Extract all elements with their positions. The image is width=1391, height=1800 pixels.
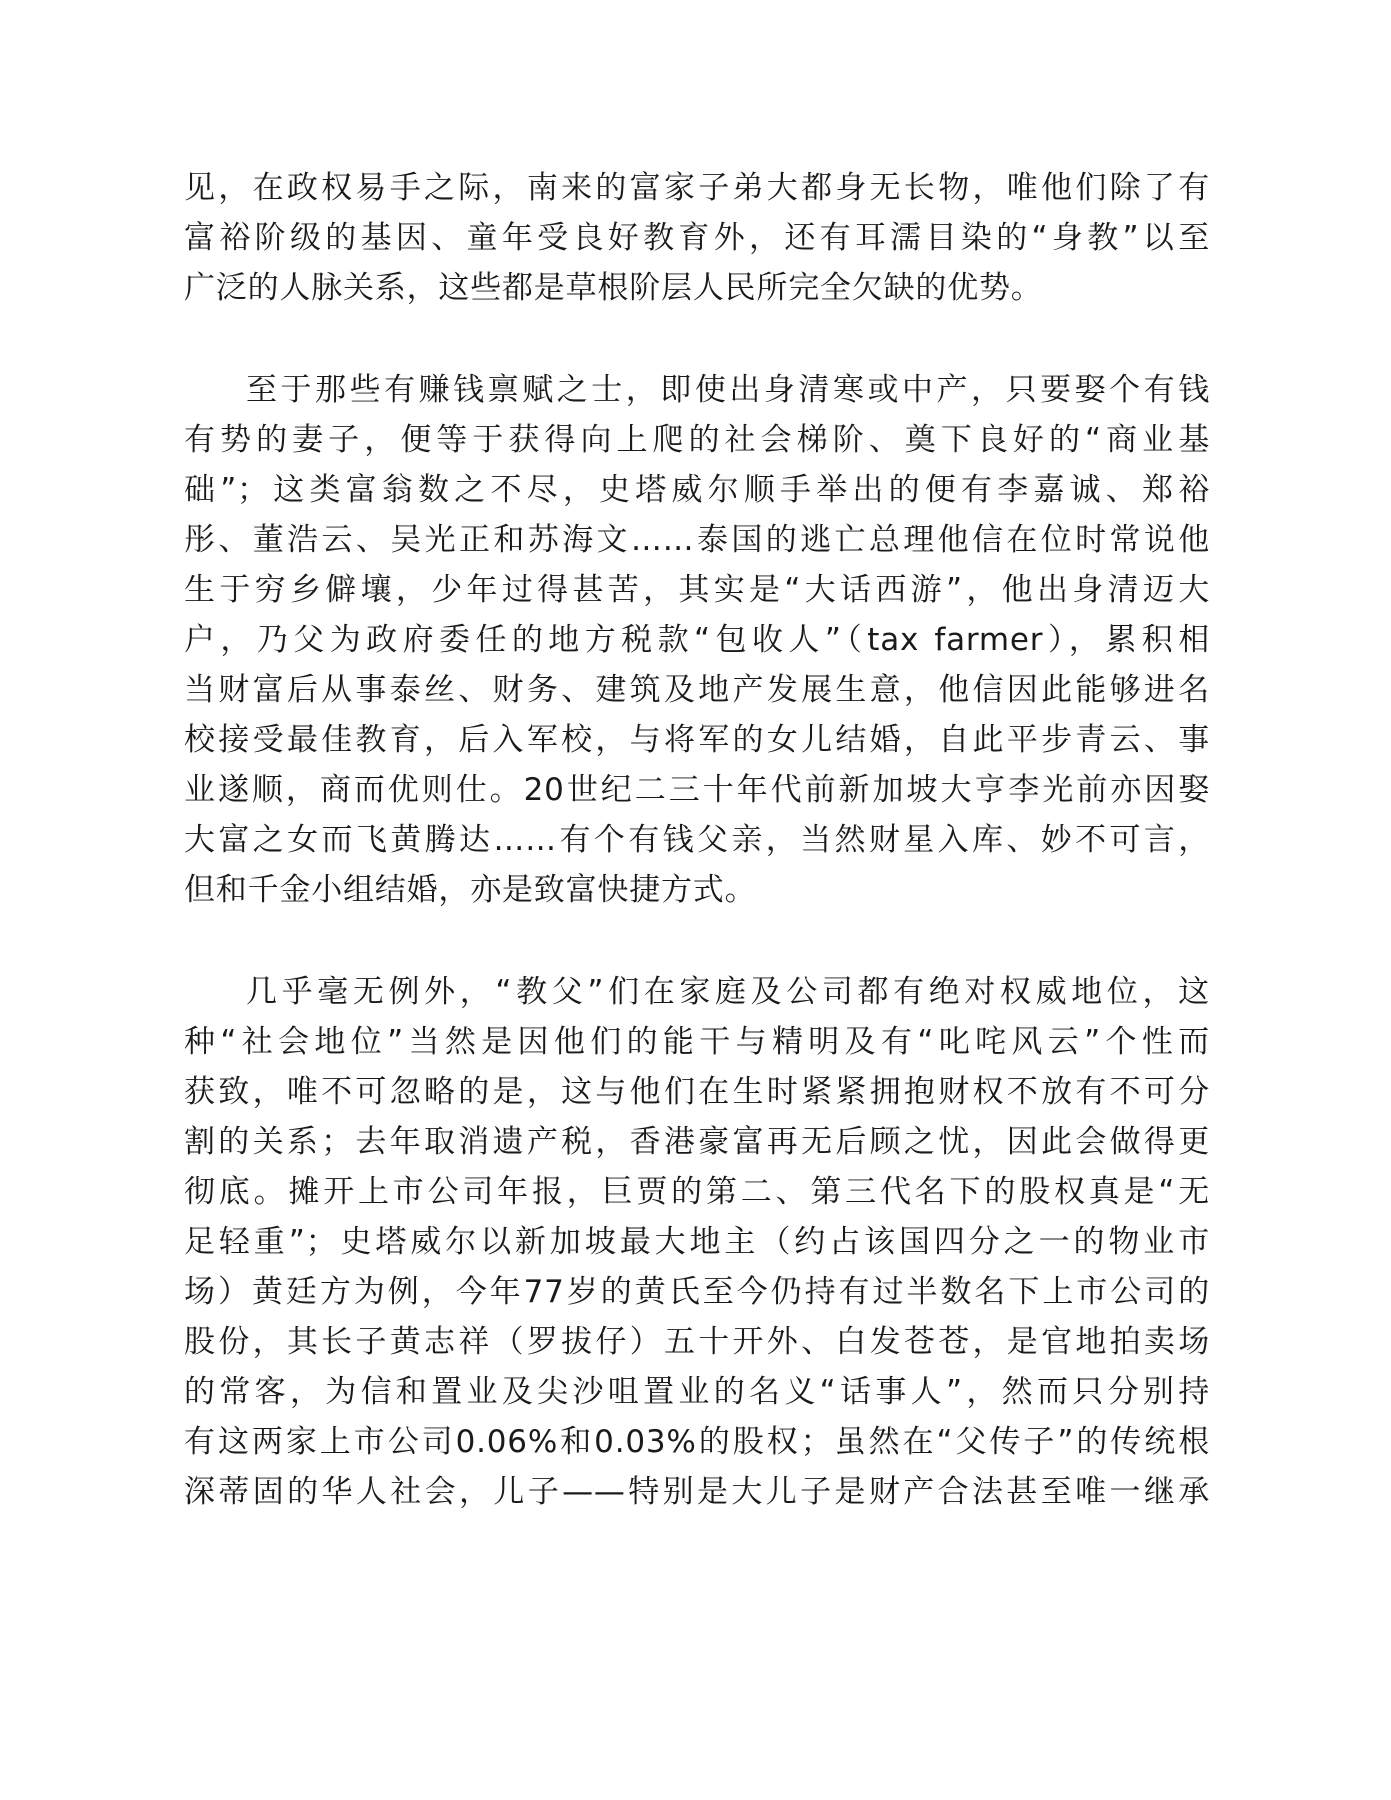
text-line: 当财富后从事泰丝、财务、建筑及地产发展生意，他信因此能够进名 bbox=[184, 672, 1210, 708]
text-line: 础”；这类富翁数之不尽，史塔威尔顺手举出的便有李嘉诚、郑裕 bbox=[184, 472, 1210, 508]
text-line: 有势的妻子，便等于获得向上爬的社会梯阶、奠下良好的“商业基 bbox=[184, 422, 1210, 458]
text-line: 种“社会地位”当然是因他们的能干与精明及有“叱咤风云”个性而 bbox=[184, 1024, 1210, 1060]
text-line: 股份，其长子黄志祥（罗拔仔）五十开外、白发苍苍，是官地拍卖场 bbox=[184, 1324, 1210, 1360]
text-line: 至于那些有赚钱禀赋之士，即使出身清寒或中产，只要娶个有钱 bbox=[246, 372, 1210, 408]
text-line: 几乎毫无例外，“教父”们在家庭及公司都有绝对权威地位，这 bbox=[246, 974, 1210, 1010]
paragraph-2 bbox=[184, 365, 1210, 915]
text-line: 户，乃父为政府委任的地方税款“包收人”（tax farmer），累积相 bbox=[184, 622, 1210, 658]
text-line: 生于穷乡僻壤，少年过得甚苦，其实是“大话西游”，他出身清迈大 bbox=[184, 572, 1210, 608]
text-line: 大富之女而飞黄腾达……有个有钱父亲，当然财星入库、妙不可言， bbox=[184, 822, 1210, 858]
text-line: 场）黄廷方为例，今年77岁的黄氏至今仍持有过半数名下上市公司的 bbox=[184, 1274, 1210, 1310]
text-line: 有这两家上市公司0.06%和0.03%的股权；虽然在“父传子”的传统根 bbox=[184, 1424, 1210, 1460]
paragraph-3 bbox=[184, 967, 1210, 1517]
text-line: 的常客，为信和置业及尖沙咀置业的名义“话事人”，然而只分别持 bbox=[184, 1374, 1210, 1410]
text-line: 深蒂固的华人社会，儿子——特别是大儿子是财产合法甚至唯一继承 bbox=[184, 1474, 1210, 1510]
text-line: 彻底。摊开上市公司年报，巨贾的第二、第三代名下的股权真是“无 bbox=[184, 1174, 1210, 1210]
text-line: 富裕阶级的基因、童年受良好教育外，还有耳濡目染的“身教”以至 bbox=[184, 220, 1210, 256]
text-line: 业遂顺，商而优则仕。20世纪二三十年代前新加坡大亨李光前亦因娶 bbox=[184, 772, 1210, 808]
text-line: 足轻重”；史塔威尔以新加坡最大地主（约占该国四分之一的物业市 bbox=[184, 1224, 1210, 1260]
text-line: 广泛的人脉关系，这些都是草根阶层人民所完全欠缺的优势。 bbox=[184, 270, 1043, 306]
text-line: 割的关系；去年取消遗产税，香港豪富再无后顾之忧，因此会做得更 bbox=[184, 1124, 1210, 1160]
text-line: 彤、董浩云、吴光正和苏海文……泰国的逃亡总理他信在位时常说他 bbox=[184, 522, 1210, 558]
document-body bbox=[184, 163, 1210, 1569]
paragraph-1 bbox=[184, 163, 1210, 313]
text-line: 见，在政权易手之际，南来的富家子弟大都身无长物，唯他们除了有 bbox=[184, 170, 1210, 206]
text-line: 获致，唯不可忽略的是，这与他们在生时紧紧拥抱财权不放有不可分 bbox=[184, 1074, 1210, 1110]
text-line: 校接受最佳教育，后入军校，与将军的女儿结婚，自此平步青云、事 bbox=[184, 722, 1210, 758]
text-line: 但和千金小组结婚，亦是致富快捷方式。 bbox=[184, 872, 757, 908]
